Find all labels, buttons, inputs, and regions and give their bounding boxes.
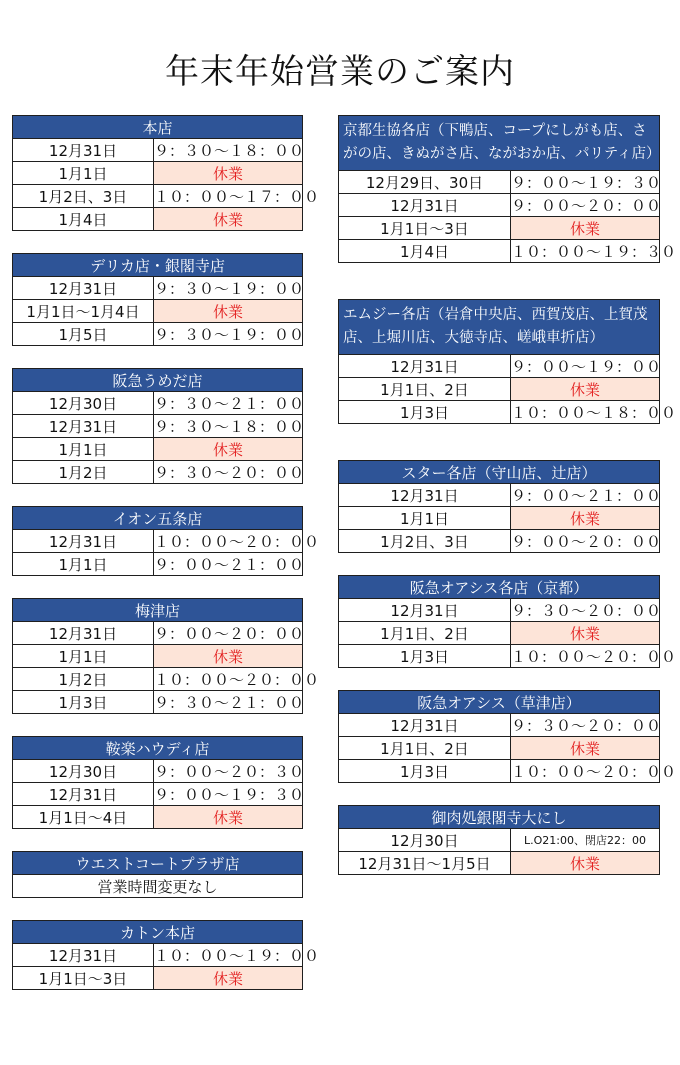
date-cell: 12月31日 xyxy=(13,783,154,806)
store-table xyxy=(12,598,320,714)
hours-cell: ９：３０～１９：００ xyxy=(154,277,303,300)
date-cell: 12月29日、30日 xyxy=(339,171,511,194)
hours-cell: ９：３０～２１：００ xyxy=(154,691,303,714)
hours-cell: ９：００～２０：００ xyxy=(511,530,660,553)
store-name: イオン五条店 xyxy=(13,507,303,530)
hours-cell: １０：００～１７：００ xyxy=(154,185,303,208)
closed-cell: 休業 xyxy=(154,300,303,323)
date-cell: 12月31日 xyxy=(13,622,154,645)
date-cell: 12月31日 xyxy=(13,530,154,553)
date-cell: 1月1日 xyxy=(13,438,154,461)
hours-cell: ９：００～１９：３０ xyxy=(511,171,660,194)
store-table xyxy=(12,368,303,484)
date-cell: 12月30日 xyxy=(339,829,511,852)
date-cell: 1月3日 xyxy=(13,691,154,714)
date-cell: 1月1日 xyxy=(339,507,511,530)
store-name: ウエストコートプラザ店 xyxy=(13,852,303,875)
table-row xyxy=(339,645,660,668)
table-row xyxy=(13,208,303,231)
store-name: デリカ店・銀閣寺店 xyxy=(13,254,303,277)
table-row xyxy=(13,392,303,415)
closed-cell: 休業 xyxy=(511,217,660,240)
date-cell: 1月2日 xyxy=(13,668,154,691)
date-cell: 1月1日 xyxy=(13,553,154,576)
closed-cell: 休業 xyxy=(154,967,303,990)
hours-cell: ９：００～１９：３０ xyxy=(154,783,303,806)
date-cell: 1月1日～3日 xyxy=(13,967,154,990)
hours-cell: １０：００～１９：００ xyxy=(154,944,303,967)
hours-cell: ９：００～２０：００ xyxy=(511,194,660,217)
table-row xyxy=(13,967,303,990)
date-cell: 1月1日、2日 xyxy=(339,378,511,401)
date-cell: 12月31日 xyxy=(339,484,511,507)
table-row xyxy=(339,378,660,401)
store-table xyxy=(12,115,320,231)
table-row xyxy=(339,622,660,645)
date-cell: 12月31日～1月5日 xyxy=(339,852,511,875)
table-row xyxy=(339,852,660,875)
date-cell: 1月3日 xyxy=(339,760,511,783)
table-row xyxy=(13,944,303,967)
store-name: カトン本店 xyxy=(13,921,303,944)
table-row xyxy=(13,622,303,645)
date-cell: 12月30日 xyxy=(13,760,154,783)
closed-cell: 休業 xyxy=(511,852,660,875)
date-cell: 1月4日 xyxy=(339,240,511,263)
store-table xyxy=(338,575,677,668)
hours-cell: ９：３０～１８：００ xyxy=(154,415,303,438)
closed-cell: 休業 xyxy=(154,208,303,231)
table-row xyxy=(339,484,660,507)
store-name: スター各店（守山店、辻店） xyxy=(339,461,660,484)
table-row xyxy=(13,323,303,346)
date-cell: 12月30日 xyxy=(13,392,154,415)
hours-cell: １０：００～２０：００ xyxy=(154,668,303,691)
table-row xyxy=(339,599,660,622)
store-table xyxy=(12,506,320,576)
table-row xyxy=(339,240,660,263)
hours-cell: ９：００～２０：３０ xyxy=(154,760,303,783)
table-row xyxy=(13,806,303,829)
table-row xyxy=(13,415,303,438)
hours-cell: ９：００～２１：００ xyxy=(511,484,660,507)
hours-cell: ９：３０～２１：００ xyxy=(154,392,303,415)
store-name: エムジー各店（岩倉中央店、西賀茂店、上賀茂店、上堀川店、大徳寺店、嵯峨車折店） xyxy=(339,300,660,355)
table-row xyxy=(13,438,303,461)
date-cell: 1月2日 xyxy=(13,461,154,484)
closed-cell: 休業 xyxy=(154,438,303,461)
date-cell: 1月1日、2日 xyxy=(339,622,511,645)
closed-cell: 休業 xyxy=(154,806,303,829)
hours-cell: ９：３０～２０：００ xyxy=(511,714,660,737)
date-cell: 12月31日 xyxy=(13,277,154,300)
hours-cell: １０：００～２０：００ xyxy=(154,530,303,553)
date-cell: 12月31日 xyxy=(339,599,511,622)
table-row xyxy=(339,829,660,852)
store-table xyxy=(12,851,303,898)
table-row xyxy=(13,461,303,484)
date-cell: 12月31日 xyxy=(339,714,511,737)
table-row xyxy=(339,401,660,424)
hours-cell: １０：００～２０：００ xyxy=(511,760,660,783)
store-name: 阪急オアシス各店（京都） xyxy=(339,576,660,599)
table-row xyxy=(339,171,660,194)
hours-cell: ９：３０～１８：００ xyxy=(154,139,303,162)
store-name: 梅津店 xyxy=(13,599,303,622)
date-cell: 12月31日 xyxy=(339,194,511,217)
date-cell: 1月3日 xyxy=(339,645,511,668)
date-cell: 1月1日 xyxy=(13,162,154,185)
store-table xyxy=(338,460,660,553)
hours-cell: １０：００～２０：００ xyxy=(511,645,660,668)
store-name: 本店 xyxy=(13,116,303,139)
date-cell: 1月1日 xyxy=(13,645,154,668)
hours-cell: ９：３０～２０：００ xyxy=(154,461,303,484)
store-name: 阪急うめだ店 xyxy=(13,369,303,392)
store-table xyxy=(12,253,303,346)
hours-cell: ９：３０～１９：００ xyxy=(154,323,303,346)
table-row xyxy=(13,553,303,576)
table-row xyxy=(339,530,660,553)
date-cell: 12月31日 xyxy=(339,355,511,378)
table-row xyxy=(339,714,660,737)
table-row xyxy=(339,355,660,378)
date-cell: 1月2日、3日 xyxy=(339,530,511,553)
hours-cell: ９：００～２０：００ xyxy=(154,622,303,645)
table-row xyxy=(13,300,303,323)
closed-cell: 休業 xyxy=(511,737,660,760)
date-cell: 12月31日 xyxy=(13,415,154,438)
table-row xyxy=(13,277,303,300)
hours-cell: ９：００～１９：００ xyxy=(511,355,660,378)
table-row xyxy=(339,760,660,783)
table-row xyxy=(339,507,660,530)
store-name: 鞍楽ハウディ店 xyxy=(13,737,303,760)
table-row xyxy=(13,760,303,783)
closed-cell: 休業 xyxy=(511,378,660,401)
table-row xyxy=(339,217,660,240)
closed-cell: 休業 xyxy=(511,622,660,645)
hours-cell: ９：３０～２０：００ xyxy=(511,599,660,622)
table-row xyxy=(13,185,303,208)
table-row xyxy=(13,530,303,553)
date-cell: 1月1日～4日 xyxy=(13,806,154,829)
hours-cell: ９：００～２１：００ xyxy=(154,553,303,576)
date-cell: 12月31日 xyxy=(13,944,154,967)
store-table xyxy=(12,920,320,990)
table-row xyxy=(13,645,303,668)
table-row xyxy=(13,691,303,714)
hours-cell: １０：００～１８：００ xyxy=(511,401,660,424)
store-table xyxy=(338,299,677,424)
date-cell: 1月1日～1月4日 xyxy=(13,300,154,323)
store-table xyxy=(12,736,303,829)
page-title: 年末年始営業のご案内 xyxy=(165,52,515,92)
date-cell: 1月2日、3日 xyxy=(13,185,154,208)
closed-cell: 休業 xyxy=(511,507,660,530)
hours-cell: L.O21:00、閉店22：00 xyxy=(511,829,660,852)
closed-cell: 休業 xyxy=(154,645,303,668)
store-name: 御肉処銀閣寺大にし xyxy=(339,806,660,829)
date-cell: 1月4日 xyxy=(13,208,154,231)
date-cell: 1月5日 xyxy=(13,323,154,346)
table-row xyxy=(339,737,660,760)
store-table xyxy=(338,690,677,783)
table-row xyxy=(339,194,660,217)
date-cell: 1月1日～3日 xyxy=(339,217,511,240)
date-cell: 1月1日、2日 xyxy=(339,737,511,760)
date-cell: 12月31日 xyxy=(13,139,154,162)
store-name: 阪急オアシス（草津店） xyxy=(339,691,660,714)
hours-cell: １０：００～１９：３０ xyxy=(511,240,660,263)
hours-note: 営業時間変更なし xyxy=(13,875,303,898)
table-row xyxy=(13,668,303,691)
date-cell: 1月3日 xyxy=(339,401,511,424)
table-row xyxy=(13,162,303,185)
table-row xyxy=(13,783,303,806)
closed-cell: 休業 xyxy=(154,162,303,185)
store-name: 京都生協各店（下鴨店、コープにしがも店、さがの店、きぬがさ店、ながおか店、パリティ店） xyxy=(339,116,660,171)
store-table xyxy=(338,115,677,263)
store-table xyxy=(338,805,660,875)
table-row xyxy=(13,139,303,162)
